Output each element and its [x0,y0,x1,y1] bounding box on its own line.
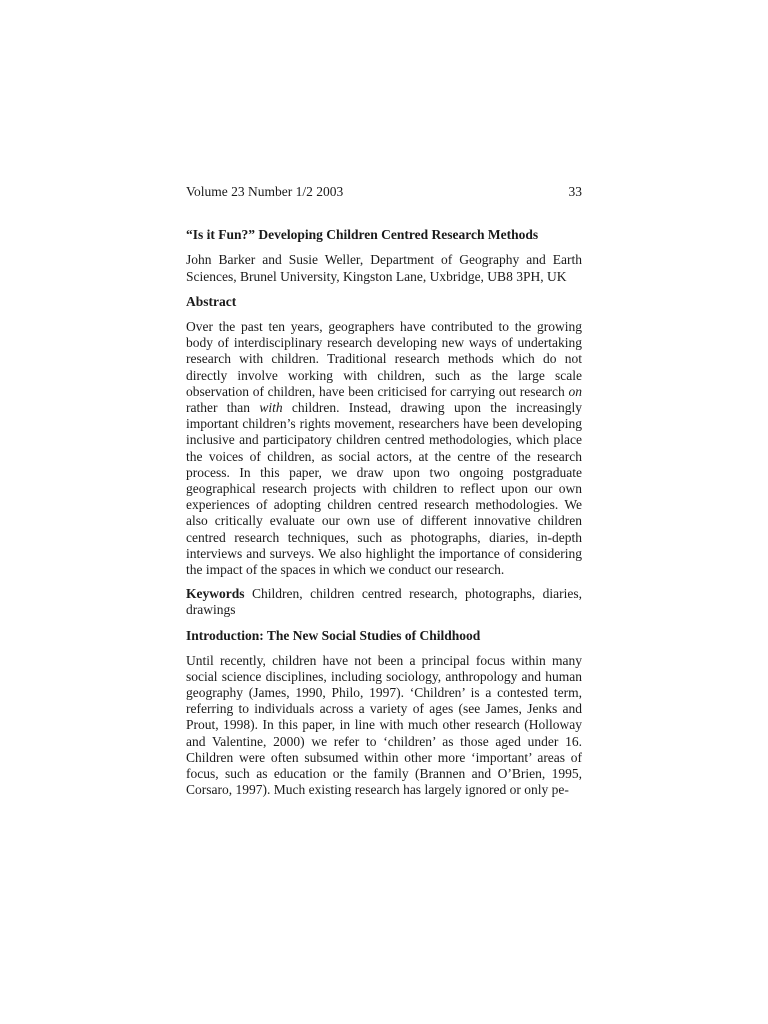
article-title: “Is it Fun?” Developing Children Centred Research Methods [186,227,539,242]
introduction-heading: Introduction: The New Social Studies of Childhood [186,627,481,643]
introduction-text: Until recently, children have not been a principal focus within many social science disciplines, including sociology, anthropology and human geography (James, 1990, Philo, 1997). ‘Children’ is a contested term, referring to individuals across a variety of ages (see James, Jenks and Prout, 1998). In this paper, in line with much other research (Holloway and Valentine, 2000) we refer to ‘children’ as those aged under 16. Children were often subsumed within other more ‘important’ areas of focus, such as education or the family (Brannen and O’Brien, 1995, Corsaro, 1997). Much existing research has largely ignored or only pe- [186,652,582,798]
abstract-text-part2: rather than [186,400,260,416]
abstract-text-part1: Over the past ten years, geographers have contributed to the growing body of interdisciplinary research developing new ways of undertaking research with children. Traditional research methods which do not directly involve working with children, such as the large scale observation of children, have been criticised for carrying out research [186,319,582,399]
keywords-text: Children, children centred research, photographs, diaries, drawings [186,586,582,618]
journal-page [186,183,582,806]
keywords-label: Keywords [186,586,245,602]
abstract-text-part3: children. Instead, drawing upon the increasingly important children’s rights movement, researchers have been developing inclusive and participatory children centred methodologies, which place the voices of children, as social actors, at the centre of the research process. In this paper, we draw upon two ongoing postgraduate geographical research projects with children to reflect upon our own experiences of adopting children centred research methodologies. We also critically evaluate our own use of different innovative children centred research techniques, such as photographs, diaries, in-depth interviews and surveys. We also highlight the importance of considering the impact of the spaces in which we conduct our research. [186,400,582,578]
page-number: 33 [568,184,582,199]
abstract-emphasis-on: on [568,383,582,399]
abstract-text [186,319,582,578]
article-authors: John Barker and Susie Weller, Department of Geography and Earth Sciences, Brunel University, Kingston Lane, Uxbridge, UB8 3PH, UK [186,252,582,284]
abstract-heading: Abstract [186,294,237,309]
journal-volume: Volume 23 Number 1/2 2003 [186,184,344,199]
running-head [186,183,582,201]
keywords [186,586,582,618]
abstract-emphasis-with: with [259,400,283,416]
